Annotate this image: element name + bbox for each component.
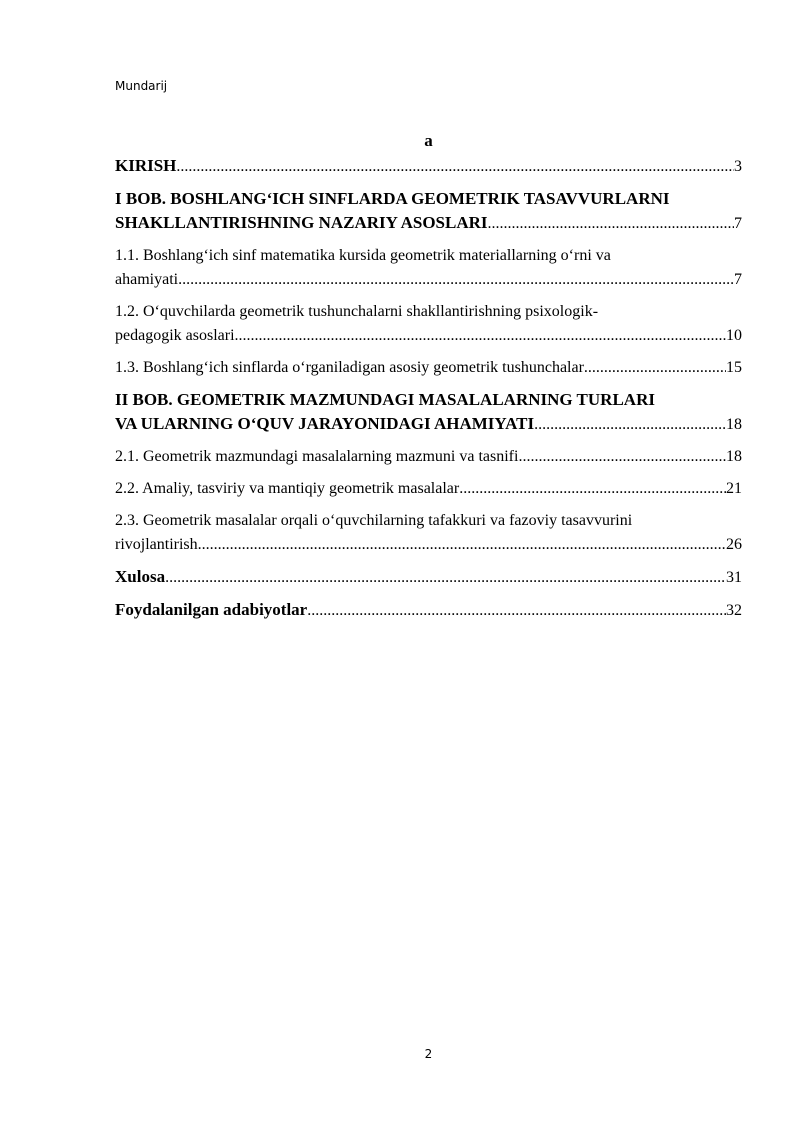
toc-page-number: 7 (734, 215, 742, 232)
toc-page-number: 10 (726, 327, 742, 344)
toc-entry-xulosa[interactable] (115, 565, 742, 590)
dot-leader (235, 324, 726, 348)
toc-page-number: 18 (726, 416, 742, 433)
toc-entry-title-line1: II BOB. GEOMETRIK MAZMUNDAGI MASALALARNING TURLARI (115, 390, 655, 409)
toc-page-number: 32 (726, 602, 742, 619)
toc-heading: a (424, 131, 433, 150)
toc-entry-title: 1.3. Boshlang‘ich sinflarda o‘rganiladigan asosiy geometrik tushunchalar (115, 359, 584, 376)
toc-entry-title: Xulosa (115, 567, 166, 586)
document-header: Mundarij (115, 79, 168, 93)
toc-entry-title-line1: I BOB. BOSHLANG‘ICH SINFLARDA GEOMETRIK TASAVVURLARNI (115, 189, 670, 208)
toc-entry-references[interactable] (115, 598, 742, 623)
toc-entry-chapter-2[interactable] (115, 388, 742, 437)
toc-entry-section-1-1[interactable] (115, 244, 742, 292)
toc-entry-section-1-2[interactable] (115, 300, 742, 348)
dot-leader (488, 212, 734, 236)
table-of-contents (115, 154, 742, 623)
toc-entry-title-line2: ahamiyati (115, 271, 179, 288)
toc-entry-title-line2: SHAKLLANTIRISHNING NAZARIY ASOSLARI (115, 213, 488, 232)
toc-page-number: 3 (734, 158, 742, 175)
dot-leader (178, 268, 734, 292)
toc-page-number: 21 (726, 480, 742, 497)
dot-leader (518, 445, 726, 469)
toc-entry-kirish[interactable] (115, 154, 742, 179)
toc-entry-title-line2: rivojlantirish (115, 536, 198, 553)
toc-page-number: 15 (726, 359, 742, 376)
toc-entry-title-line1: 2.3. Geometrik masalalar orqali o‘quvchilarning tafakkuri va fazoviy tasavvurini (115, 512, 633, 529)
toc-page-number: 26 (726, 536, 742, 553)
toc-entry-title-line1: 1.1. Boshlang‘ich sinf matematika kursida geometrik materiallarning o‘rni va (115, 247, 611, 264)
toc-entry-section-2-2[interactable] (115, 477, 742, 501)
toc-page-number: 7 (734, 271, 742, 288)
dot-leader (176, 155, 734, 179)
toc-entry-title: 2.1. Geometrik mazmundagi masalalarning mazmuni va tasnifi (115, 448, 519, 465)
toc-entry-chapter-1[interactable] (115, 187, 742, 236)
toc-page-number: 18 (726, 448, 742, 465)
dot-leader (307, 599, 726, 623)
dot-leader (534, 413, 726, 437)
toc-entry-title: 2.2. Amaliy, tasviriy va mantiqiy geometrik masalalar (115, 480, 460, 497)
toc-entry-title-line1: 1.2. O‘quvchilarda geometrik tushunchalarni shakllantirishning psixologik- (115, 303, 599, 320)
dot-leader (584, 356, 726, 380)
toc-entry-title: Foydalanilgan adabiyotlar (115, 600, 308, 619)
dot-leader (459, 477, 726, 501)
toc-entry-section-2-1[interactable] (115, 445, 742, 469)
toc-entry-section-1-3[interactable] (115, 356, 742, 380)
dot-leader (198, 533, 726, 557)
page-number: 2 (424, 1047, 433, 1061)
toc-entry-title-line2: pedagogik asoslari (115, 327, 235, 344)
dot-leader (165, 566, 726, 590)
toc-entry-title-line2: VA ULARNING O‘QUV JARAYONIDAGI AHAMIYATI (115, 414, 535, 433)
toc-entry-section-2-3[interactable] (115, 509, 742, 557)
toc-entry-title: KIRISH (115, 156, 177, 175)
toc-page-number: 31 (726, 569, 742, 586)
